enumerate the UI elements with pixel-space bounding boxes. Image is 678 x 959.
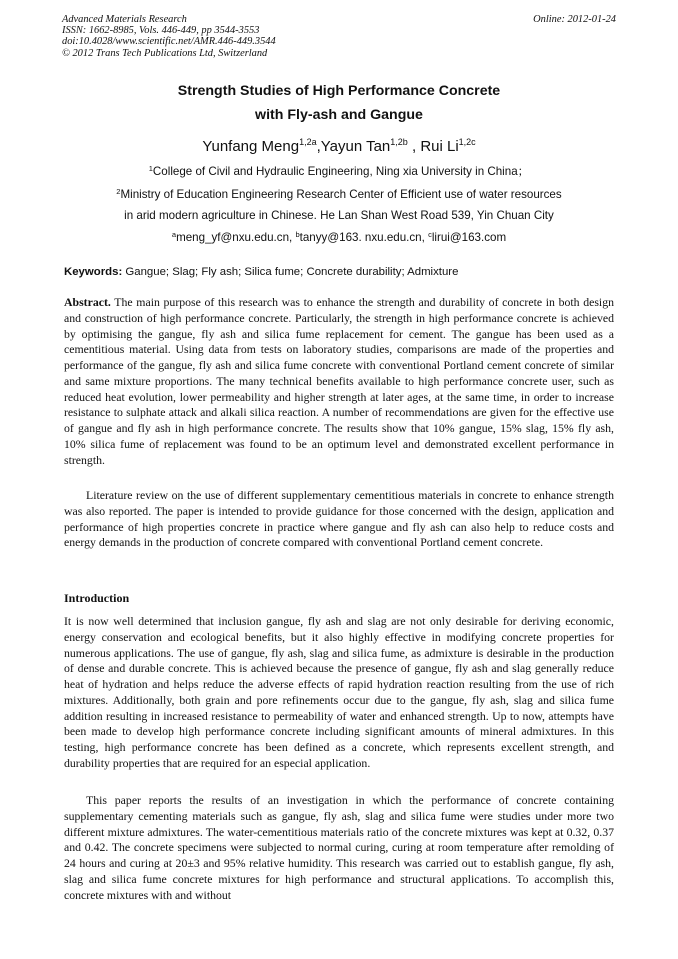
author-name: Rui Li: [420, 138, 459, 155]
affiliation-text: Ministry of Education Engineering Research Center of Efficient use of water resources: [120, 188, 562, 201]
author-affiliation-mark: 1,2b: [390, 137, 408, 147]
paper-title-line-1: Strength Studies of High Performance Concrete: [177, 83, 501, 99]
author-separator: ,: [407, 138, 421, 155]
copyright-line: © 2012 Trans Tech Publications Ltd, Switzerland: [62, 47, 268, 59]
journal-header: [62, 14, 482, 59]
affiliation-mark: 1: [148, 164, 153, 173]
affiliation-text: College of Civil and Hydraulic Engineering, Ning xia University in China；: [152, 165, 530, 178]
abstract-text: The main purpose of this research was to enhance the strength and durability of concrete in both design and construction of high performance concrete. Particularly, the strength in high performance concrete is achieved by optimising the gangue, fly ash and silica fume replacement for cement. The gangue has been used as a cementitious material. Using data from tests on laboratory studies, comparisons are made of the properties and performance of the gangue, fly ash and silica fume concrete with conventional Portland cement concrete of similar and same mixture proportions. The many technical benefits available to high performance concrete user, such as reduced heat evolution, lower permeability and higher strength at later ages, at the same time, in order to increase resistance to sulphate attack and alkali silica reaction. A number of recommendations are given for the effective use of gangue and fly ash in high performance concrete. The results show that 10% gangue, 15% slag, 15% fly ash, 10% silica fume of replacement was found to be an optimum level and demonstrated excellent performance in strength.: [64, 295, 614, 467]
paper-title-line-2: with Fly-ash and Gangue: [255, 107, 423, 123]
author-separator: ,: [316, 138, 321, 155]
introduction-heading: Introduction: [64, 591, 130, 605]
keywords-label: Keywords:: [64, 266, 123, 278]
email-mark: a: [171, 230, 177, 239]
abstract-label: Abstract.: [64, 295, 111, 309]
introduction-paragraph-2: This paper reports the results of an investigation in which the performance of concrete containing supplementary cementing materials such as gangue, fly ash, slag and silica fume were studies under more two different mixture admixtures. The water-cementitious materials ratio of the concrete mixtures was kept at 0.32, 0.37 and 0.42. The concrete specimens were subjected to normal curing, curing at room temperature after remolding of 24 hours and curing at 20±3 and 95% relative humidity. This research was carried out to establish gangue, fly ash, slag and silica fume concrete mixtures for high performance and structural applications. To accomplish this, concrete mixtures with and without: [64, 793, 614, 902]
affiliation-2-continued: in arid modern agriculture in Chinese. He Lan Shan West Road 539, Yin Chuan City: [124, 209, 554, 222]
doi-line[interactable]: doi:10.4028/www.scientific.net/AMR.446-449.3544: [62, 36, 276, 48]
literature-review-paragraph: Literature review on the use of different supplementary cementitious materials in concrete to enhance strength was also reported. The paper is intended to provide guidance for those concerned with the design, application and performance of high properties concrete in practice where gangue and fly ash can also help to reduce costs and energy demands in the production of concrete compared with conventional Portland cement concrete.: [64, 488, 614, 550]
email-mark: b: [295, 230, 300, 239]
email-link[interactable]: lirui@163.com: [431, 231, 507, 244]
author-emails: [0, 230, 678, 246]
online-date: Online: 2012-01-24: [533, 14, 616, 25]
email-mark: c: [428, 230, 432, 239]
affiliation-1: [0, 164, 678, 180]
introduction-paragraph-1: It is now well determined that inclusion gangue, fly ash and slag are not only desirable for deriving economic, energy conservation and ecological benefits, but it also highly effective in modifying concrete properties for numerous applications. The use of gangue, fly ash, slag and silica fume, as admixture is desirable in the production of dense and durable concrete. This is achieved because the presence of gangue, fly ash and slag generally reduce heat of hydration and helps reduce the adverse effects of rapid hydration reaction resulting from the use of rich mixtures. Additionally, both grain and pore refinements occur due to the gangue, fly ash, slag and silica fume addition resulting in increased resistance to permeability of water and enhanced strength. Up to now, attempts have been made to develop high performance concrete including significant amounts of mineral admixtures. In this testing, high performance concrete has been defined as a concrete, which represents excellent strength, and durability properties that are required for an especial application.: [64, 614, 614, 770]
author-name: Yayun Tan: [320, 138, 391, 155]
affiliation-mark: 2: [116, 187, 121, 196]
author-affiliation-mark: 1,2c: [458, 137, 476, 147]
keywords-text: Gangue; Slag; Fly ash; Silica fume; Concrete durability; Admixture: [122, 266, 459, 278]
author-list: [0, 136, 678, 158]
keywords-line: [64, 264, 616, 280]
email-link[interactable]: meng_yf@nxu.edu.cn,: [176, 231, 296, 244]
affiliation-2: [0, 187, 678, 203]
journal-name: Advanced Materials Research: [62, 14, 187, 25]
author-affiliation-mark: 1,2a: [299, 137, 317, 147]
author-name: Yunfang Meng: [202, 138, 300, 155]
abstract-paragraph: [64, 295, 614, 468]
email-link[interactable]: tanyy@163. nxu.edu.cn,: [299, 231, 429, 244]
issn-line: ISSN: 1662-8985, Vols. 446-449, pp 3544-3553: [62, 25, 260, 37]
